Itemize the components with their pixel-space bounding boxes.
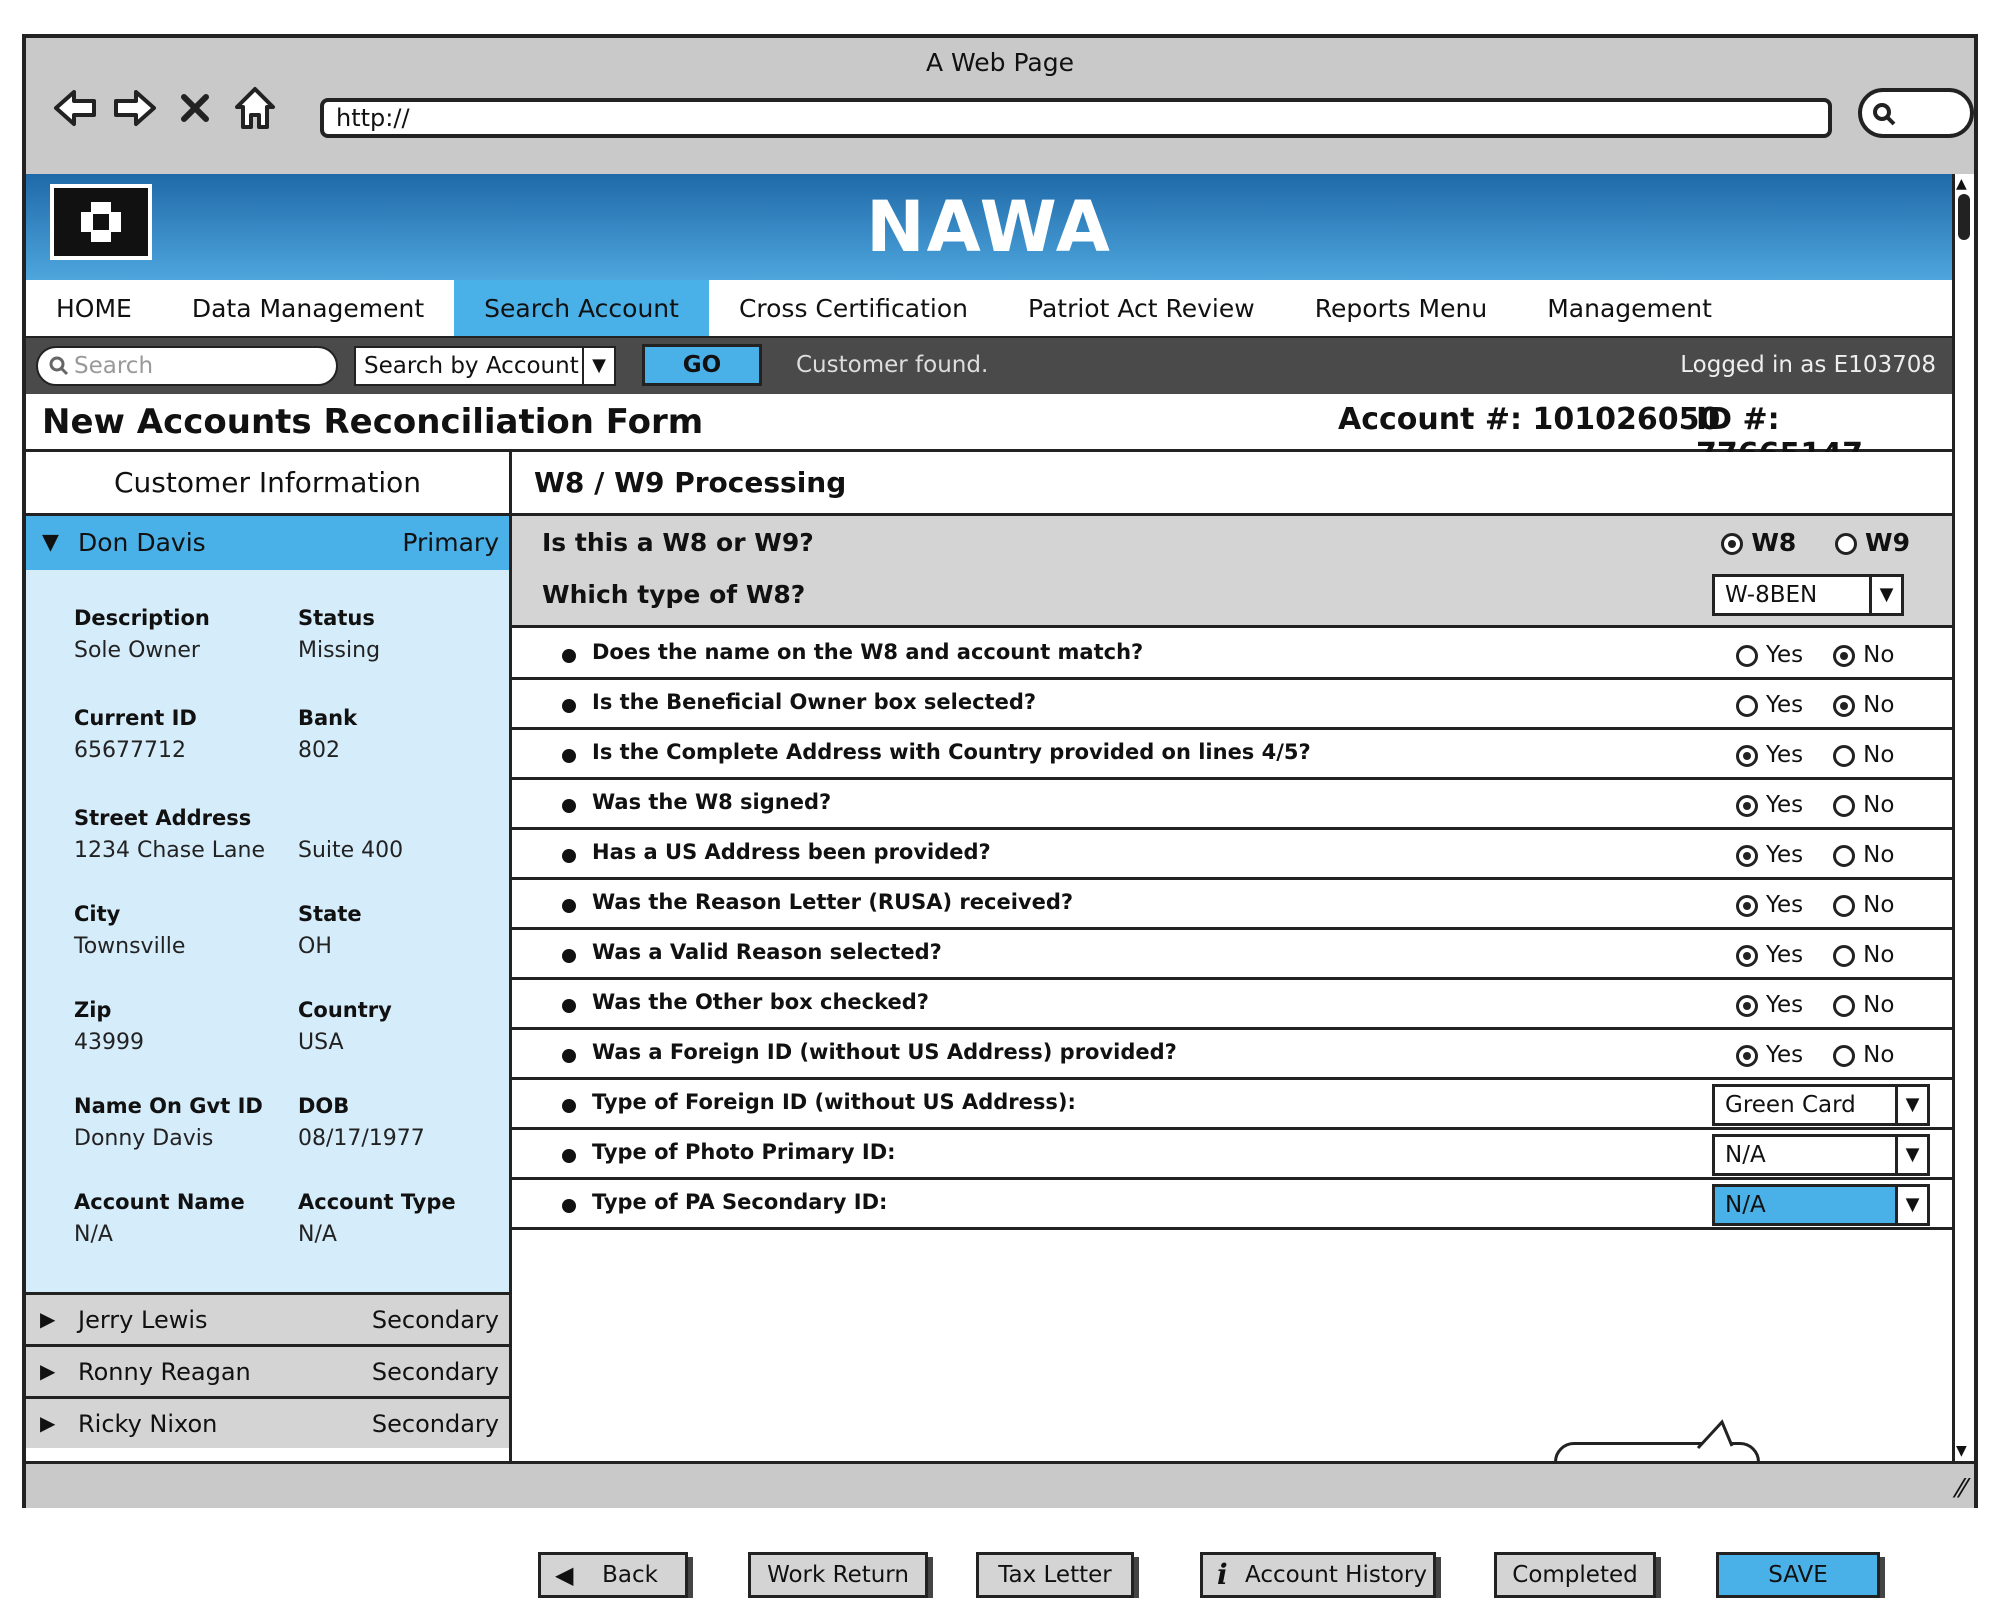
yes-radio[interactable] <box>1736 795 1758 817</box>
menu-cross-certification[interactable]: Cross Certification <box>738 293 968 323</box>
bullet-icon <box>562 799 576 813</box>
info-icon: i <box>1217 1558 1228 1591</box>
id-type-select[interactable] <box>1712 1084 1930 1126</box>
yes-radio[interactable] <box>1736 1045 1758 1067</box>
id-type-select[interactable] <box>1712 1184 1930 1226</box>
id-type-value: Green Card <box>1725 1092 1856 1118</box>
primary-customer-name: Don Davis <box>78 528 206 557</box>
no-radio[interactable] <box>1833 845 1855 867</box>
scroll-thumb[interactable] <box>1958 194 1970 240</box>
w8-radio[interactable] <box>1721 533 1743 555</box>
state-value: OH <box>298 934 332 959</box>
yes-no-radio-group <box>1736 942 1894 968</box>
secondary-customer-row[interactable] <box>26 1396 509 1448</box>
browser-search[interactable] <box>1858 88 1974 138</box>
no-radio[interactable] <box>1833 695 1855 717</box>
field-status <box>298 606 498 663</box>
yes-radio[interactable] <box>1736 895 1758 917</box>
secondary-customer-row[interactable] <box>26 1292 509 1344</box>
field-city <box>74 902 274 959</box>
customer-details <box>26 570 509 1292</box>
id-type-select[interactable] <box>1712 1134 1930 1176</box>
field-current-id <box>74 706 274 763</box>
back-button-label: Back <box>602 1562 658 1588</box>
yes-radio-label: Yes <box>1766 942 1804 968</box>
account-name-value: N/A <box>74 1222 113 1247</box>
search-input[interactable] <box>36 346 338 386</box>
gvt-name-label: Name On Gvt ID <box>74 1094 263 1118</box>
primary-customer-row[interactable] <box>26 516 509 570</box>
scroll-down-arrow-icon[interactable]: ▼ <box>1956 1443 1967 1459</box>
stop-icon[interactable] <box>170 80 220 136</box>
id-type-row <box>512 1130 1952 1180</box>
app-title: NAWA <box>866 186 1112 268</box>
gvt-name-value: Donny Davis <box>74 1126 214 1151</box>
customer-panel-title: Customer Information <box>26 452 509 516</box>
no-radio[interactable] <box>1833 645 1855 667</box>
yes-no-radio-group <box>1736 842 1894 868</box>
yes-no-radio-group <box>1736 1042 1894 1068</box>
tax-letter-button[interactable]: Tax Letter <box>976 1552 1134 1598</box>
w9-radio-label: W9 <box>1865 528 1910 557</box>
secondary-customer-row[interactable] <box>26 1344 509 1396</box>
expand-triangle-icon: ▶ <box>40 1307 56 1331</box>
back-button[interactable] <box>538 1552 688 1598</box>
question-text: Was the Other box checked? <box>592 990 929 1014</box>
question-text: Was a Valid Reason selected? <box>592 940 942 964</box>
no-radio[interactable] <box>1833 995 1855 1017</box>
search-toolbar <box>26 338 1952 394</box>
expand-triangle-icon: ▶ <box>40 1359 56 1383</box>
yes-radio[interactable] <box>1736 995 1758 1017</box>
country-label: Country <box>298 998 392 1022</box>
save-button[interactable]: SAVE <box>1716 1552 1880 1598</box>
page-content <box>26 174 1952 1591</box>
scroll-up-arrow-icon[interactable]: ▲ <box>1956 176 1967 192</box>
work-return-button[interactable]: Work Return <box>748 1552 928 1598</box>
account-name-label: Account Name <box>74 1190 245 1214</box>
menu-home[interactable]: HOME <box>56 293 132 323</box>
secondary-customer-name: Jerry Lewis <box>78 1306 208 1334</box>
field-state <box>298 902 498 959</box>
customer-panel <box>26 452 512 1461</box>
id-number: ID #: <box>1696 402 1780 437</box>
question-row <box>512 1030 1952 1080</box>
account-history-button[interactable] <box>1200 1552 1436 1598</box>
no-radio-label: No <box>1863 792 1895 818</box>
no-radio[interactable] <box>1833 745 1855 767</box>
secondary-customer-name: Ricky Nixon <box>78 1410 218 1438</box>
yes-radio-label: Yes <box>1766 842 1804 868</box>
yes-no-radio-group <box>1736 642 1894 668</box>
w8-type-question: Which type of W8? <box>542 580 806 609</box>
account-history-label: Account History <box>1244 1562 1427 1588</box>
main-menu <box>26 280 1952 338</box>
forward-arrow-icon[interactable] <box>110 80 160 136</box>
search-icon <box>1872 102 1898 128</box>
address-bar[interactable]: http:// <box>320 98 1832 138</box>
question-row <box>512 680 1952 730</box>
bullet-icon <box>562 999 576 1013</box>
form-type-box <box>512 516 1952 628</box>
question-row <box>512 730 1952 780</box>
field-country <box>298 998 498 1055</box>
city-value: Townsville <box>74 934 186 959</box>
form-type-question: Is this a W8 or W9? <box>542 528 814 557</box>
street-label: Street Address <box>74 806 252 830</box>
bullet-icon <box>562 899 576 913</box>
bullet-icon <box>562 1099 576 1113</box>
no-radio-label: No <box>1863 1042 1895 1068</box>
logged-in-user: Logged in as E103708 <box>1680 352 1936 378</box>
browser-statusbar <box>26 1461 1974 1508</box>
window-title: A Web Page <box>925 48 1075 77</box>
resize-grip-icon[interactable]: ⁄⁄ <box>1957 1474 1966 1504</box>
question-text: Was the Reason Letter (RUSA) received? <box>592 890 1074 914</box>
question-text: Type of Foreign ID (without US Address): <box>592 1090 1076 1114</box>
w8-panel-title: W8 / W9 Processing <box>512 452 1952 516</box>
no-radio-label: No <box>1863 842 1895 868</box>
vertical-scrollbar[interactable] <box>1952 174 1974 1461</box>
w8-type-select[interactable] <box>1712 574 1904 616</box>
zip-value: 43999 <box>74 1030 144 1055</box>
question-row <box>512 830 1952 880</box>
browser-nav <box>50 80 280 136</box>
menu-data-management[interactable]: Data Management <box>191 293 425 323</box>
description-label: Description <box>74 606 210 630</box>
bank-label: Bank <box>298 706 358 730</box>
menu-patriot-act-review[interactable]: Patriot Act Review <box>1028 293 1255 323</box>
yes-radio[interactable] <box>1736 645 1758 667</box>
status-label: Status <box>298 606 375 630</box>
id-type-value: N/A <box>1725 1192 1766 1218</box>
bullet-icon <box>562 699 576 713</box>
account-number: Account #: 101026050 <box>1338 402 1721 437</box>
menu-management[interactable]: Management <box>1547 293 1712 323</box>
dropdown-arrow-icon[interactable]: ▼ <box>582 348 614 384</box>
yes-radio[interactable] <box>1736 695 1758 717</box>
yes-radio[interactable] <box>1736 945 1758 967</box>
account-type-value: N/A <box>298 1222 337 1247</box>
yes-no-radio-group <box>1736 692 1894 718</box>
no-radio-label: No <box>1863 642 1895 668</box>
state-label: State <box>298 902 362 926</box>
account-type-label: Account Type <box>298 1190 456 1214</box>
status-value: Missing <box>298 638 381 663</box>
bullet-icon <box>562 649 576 663</box>
street-value: 1234 Chase Lane <box>74 838 265 863</box>
yes-no-radio-group <box>1736 992 1894 1018</box>
yes-radio-label: Yes <box>1766 892 1804 918</box>
id-type-value: N/A <box>1725 1142 1766 1168</box>
zip-label: Zip <box>74 998 112 1022</box>
bullet-icon <box>562 1149 576 1163</box>
w8-type-value: W-8BEN <box>1725 582 1818 608</box>
city-label: City <box>74 902 121 926</box>
secondary-customer-role: Secondary <box>371 1358 499 1386</box>
no-radio[interactable] <box>1833 1045 1855 1067</box>
page-title: New Accounts Reconciliation Form <box>42 402 704 442</box>
no-radio[interactable] <box>1833 795 1855 817</box>
callout-pointer <box>1692 1418 1742 1452</box>
status-message: Customer found. <box>796 352 989 378</box>
expand-triangle-icon: ▶ <box>40 1411 56 1435</box>
w9-radio[interactable] <box>1835 533 1857 555</box>
question-text: Does the name on the W8 and account match? <box>592 640 1144 664</box>
dropdown-arrow-icon[interactable]: ▼ <box>1895 1187 1927 1223</box>
current-id-label: Current ID <box>74 706 197 730</box>
bullet-icon <box>562 849 576 863</box>
collapse-triangle-icon: ▼ <box>42 530 59 555</box>
browser-window <box>22 34 1978 1591</box>
no-radio-label: No <box>1863 992 1895 1018</box>
secondary-customer-role: Secondary <box>371 1410 499 1438</box>
form-type-radio-group <box>1721 528 1910 557</box>
bank-value: 802 <box>298 738 340 763</box>
no-radio[interactable] <box>1833 895 1855 917</box>
yes-radio-label: Yes <box>1766 742 1804 768</box>
no-radio-label: No <box>1863 892 1895 918</box>
field-bank <box>298 706 498 763</box>
yes-no-radio-group <box>1736 742 1894 768</box>
question-row <box>512 930 1952 980</box>
question-text: Type of PA Secondary ID: <box>592 1190 888 1214</box>
app-header <box>26 174 1952 280</box>
current-id-value: 65677712 <box>74 738 186 763</box>
field-zip <box>74 998 274 1055</box>
question-row <box>512 630 1952 680</box>
yes-radio-label: Yes <box>1766 642 1804 668</box>
go-button[interactable]: GO <box>642 344 762 386</box>
id-type-row <box>512 1080 1952 1130</box>
bullet-icon <box>562 949 576 963</box>
search-by-value: Search by Account <box>364 353 579 379</box>
question-row <box>512 980 1952 1030</box>
secondary-customer-name: Ronny Reagan <box>78 1358 251 1386</box>
home-icon[interactable] <box>230 80 280 136</box>
menu-reports[interactable]: Reports Menu <box>1314 293 1488 323</box>
field-description <box>74 606 274 663</box>
no-radio-label: No <box>1863 742 1895 768</box>
field-gvt-name <box>74 1094 274 1151</box>
back-triangle-icon: ◀ <box>555 1561 574 1589</box>
suite-value: Suite 400 <box>298 838 404 863</box>
form-titlebar <box>26 394 1952 452</box>
dob-value: 08/17/1977 <box>298 1126 425 1151</box>
no-radio[interactable] <box>1833 945 1855 967</box>
question-row <box>512 780 1952 830</box>
question-text: Is the Complete Address with Country provided on lines 4/5? <box>592 740 1311 764</box>
id-type-row <box>512 1180 1952 1230</box>
bullet-icon <box>562 1199 576 1213</box>
question-text: Was a Foreign ID (without US Address) provided? <box>592 1040 1177 1064</box>
yes-no-radio-group <box>1736 892 1894 918</box>
yes-radio-label: Yes <box>1766 1042 1804 1068</box>
dropdown-arrow-icon[interactable]: ▼ <box>1895 1137 1927 1173</box>
question-text: Was the W8 signed? <box>592 790 832 814</box>
field-street <box>74 806 474 863</box>
search-placeholder: Search <box>74 353 154 379</box>
field-account-type <box>298 1190 498 1247</box>
yes-radio[interactable] <box>1736 745 1758 767</box>
secondary-customer-role: Secondary <box>371 1306 499 1334</box>
question-text: Is the Beneficial Owner box selected? <box>592 690 1037 714</box>
bullet-icon <box>562 749 576 763</box>
dropdown-arrow-icon[interactable]: ▼ <box>1895 1087 1927 1123</box>
field-account-name <box>74 1190 274 1247</box>
yes-no-radio-group <box>1736 792 1894 818</box>
yes-radio-label: Yes <box>1766 992 1804 1018</box>
street-value-row <box>74 838 474 863</box>
search-by-select[interactable] <box>354 346 616 386</box>
back-arrow-icon[interactable] <box>50 80 100 136</box>
menu-search-account[interactable]: Search Account <box>454 280 709 336</box>
bullet-icon <box>562 1049 576 1063</box>
search-icon <box>48 348 70 388</box>
w8-panel <box>512 452 1952 1591</box>
yes-radio-label: Yes <box>1766 792 1804 818</box>
dob-label: DOB <box>298 1094 350 1118</box>
question-text: Type of Photo Primary ID: <box>592 1140 896 1164</box>
country-value: USA <box>298 1030 344 1055</box>
primary-customer-role: Primary <box>402 528 499 557</box>
no-radio-label: No <box>1863 942 1895 968</box>
question-text: Has a US Address been provided? <box>592 840 991 864</box>
completed-button[interactable]: Completed <box>1494 1552 1656 1598</box>
no-radio-label: No <box>1863 692 1895 718</box>
dropdown-arrow-icon[interactable]: ▼ <box>1869 577 1901 613</box>
field-dob <box>298 1094 498 1151</box>
yes-radio-label: Yes <box>1766 692 1804 718</box>
description-value: Sole Owner <box>74 638 200 663</box>
question-row <box>512 880 1952 930</box>
yes-radio[interactable] <box>1736 845 1758 867</box>
w8-radio-label: W8 <box>1751 528 1797 557</box>
